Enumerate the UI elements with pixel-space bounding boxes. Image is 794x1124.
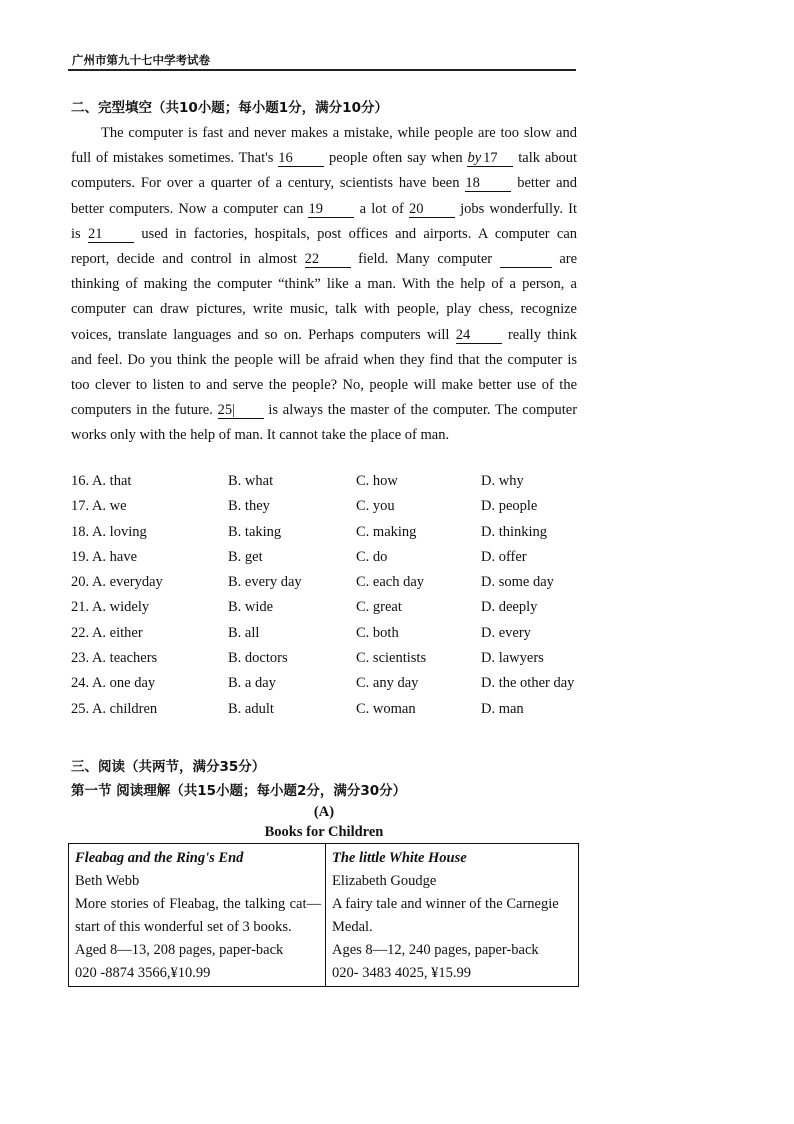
passage-line [71,121,577,146]
passage-text: report, decide and control in almost [71,251,297,268]
section2-title: 二、完型填空（共10小题；每小题1分，满分10分） [71,100,388,116]
blank-17[interactable] [467,150,513,167]
cloze-passage [71,121,577,449]
question-18-options [71,524,591,549]
passage-text: computer can draw pictures, write music, talk with people, play chess, recognize [71,301,577,318]
option-d[interactable]: D. every [481,624,531,641]
passage-line [71,423,577,448]
option-b[interactable]: B. doctors [228,650,288,667]
books-row [69,844,579,987]
book-description: A fairy tale and winner of the Carnegie Medal. [332,896,559,935]
option-b[interactable]: B. adult [228,700,274,717]
handwritten-mark: by [467,150,482,167]
passage-text: used in factories, hospitals, post offices and airports. A computer can [141,225,578,242]
options-list [71,473,591,726]
passage-text: too clever to listen to and serve the people? No, people will make better use of the [71,377,577,394]
option-c[interactable]: C. woman [356,700,416,717]
passage-line [71,323,577,348]
passage-text: voices, translate languages and so on. Perhaps computers will [71,326,450,343]
question-24-options [71,675,591,700]
passage-line [71,348,577,373]
section3-title: 三、阅读（共两节，满分35分） [71,759,266,775]
question-19-options [71,549,591,574]
blank-18[interactable]: 18 [465,175,511,192]
blank-20[interactable]: 20 [409,201,455,218]
blank-16[interactable]: 16 [278,150,324,167]
blank-21[interactable]: 21 [88,226,134,243]
option-c[interactable]: C. both [356,624,399,641]
passage-line [71,297,577,322]
question-22-options [71,625,591,650]
option-d[interactable]: D. why [481,473,524,489]
passage-text: a lot of [359,200,404,217]
question-16-options [71,473,591,498]
option-a[interactable]: 20. A. everyday [71,574,163,591]
option-c[interactable]: C. scientists [356,650,427,667]
option-b[interactable]: B. every day [228,574,302,591]
part1-title: 第一节 阅读理解（共15小题；每小题2分，满分30分） [71,783,407,799]
passage-a-label: (A) [313,804,335,820]
book-author: Beth Webb [75,873,140,889]
passage-text: is always the master of the computer. The computer [268,402,578,419]
option-a[interactable]: 24. A. one day [71,675,156,692]
blank-24[interactable]: 24 [456,327,502,344]
question-17-options [71,498,591,523]
option-c[interactable]: C. any day [356,675,419,692]
option-b[interactable]: B. taking [228,523,282,540]
question-21-options [71,599,591,624]
book-phone-price: 020 -8874 3566,¥10.99 [75,965,211,981]
book-info: Ages 8—12, 240 pages, paper-back [332,942,539,958]
question-20-options [71,574,591,599]
option-b[interactable]: B. they [228,498,270,515]
passage-line [71,222,577,247]
header-rule [68,69,576,71]
passage-text: thinking of making the computer “think” like a man. With the help of a person, a [71,276,577,293]
books-table [68,843,579,987]
blank-25[interactable]: 25| [218,402,264,419]
option-b[interactable]: B. a day [228,675,276,692]
book-title: The little White House [332,850,467,866]
passage-text: people often say when [329,150,463,167]
option-c[interactable]: C. making [356,523,417,540]
book-cell [326,844,579,987]
passage-text: jobs wonderfully. It [460,200,577,217]
option-a[interactable]: 17. A. we [71,498,127,515]
passage-text: field. Many computer [358,251,493,268]
passage-line [71,398,577,423]
option-d[interactable]: D. thinking [481,523,548,540]
book-info: Aged 8—13, 208 pages, paper-back [75,942,284,958]
passage-text: really think [507,326,577,343]
passage-text: are [559,251,578,268]
exam-header: 广州市第九十七中学考试卷 [72,53,210,67]
passage-text: is [71,225,81,242]
passage-line [71,272,577,297]
option-d[interactable]: D. people [481,498,538,515]
option-c[interactable]: C. each day [356,574,425,591]
passage-text: computers. For over a quarter of a century, scientists have been [71,175,460,192]
option-a[interactable]: 23. A. teachers [71,650,158,667]
passage-text: talk about [518,150,578,167]
option-a[interactable]: 22. A. either [71,624,143,641]
passage-text: works only with the help of man. It cannot take the place of man. [71,427,450,444]
passage-text: The computer is fast and never makes a mistake, while people are too slow and [101,125,577,141]
passage-line [71,146,577,171]
option-a[interactable]: 16. A. that [71,473,132,489]
option-d[interactable]: D. deeply [481,599,538,616]
option-c[interactable]: C. great [356,599,402,616]
passage-line [71,171,577,196]
books-table-title: Books for Children [264,824,384,840]
option-d[interactable]: D. the other day [481,675,575,692]
option-a[interactable]: 21. A. widely [71,599,150,616]
option-b[interactable]: B. what [228,473,274,489]
passage-line [71,373,577,398]
option-b[interactable]: B. all [228,624,260,641]
book-description: More stories of Fleabag, the talking cat—start of this wonderful set of 3 books. [75,896,321,935]
option-d[interactable]: D. man [481,700,524,717]
option-c[interactable]: C. you [356,498,395,515]
option-b[interactable]: B. get [228,548,263,565]
passage-text: full of mistakes sometimes. That's [71,150,274,167]
option-d[interactable]: D. offer [481,548,527,565]
blank-22[interactable]: 22 [305,251,351,268]
blank-23[interactable] [500,251,552,268]
passage-text: and feel. Do you think the people will be afraid when they find that the computer is [71,351,577,368]
option-c[interactable]: C. do [356,548,388,565]
blank-number: 17 [483,150,498,167]
option-a[interactable]: 18. A. loving [71,523,147,540]
book-author: Elizabeth Goudge [332,873,437,889]
option-b[interactable]: B. wide [228,599,274,616]
blank-19[interactable]: 19 [308,201,354,218]
question-25-options [71,701,591,726]
question-23-options [71,650,591,675]
passage-line [71,197,577,222]
passage-text: better and [517,175,578,192]
passage-line [71,247,577,272]
option-d[interactable]: D. some day [481,574,554,591]
option-d[interactable]: D. lawyers [481,650,544,667]
book-title: Fleabag and the Ring's End [75,850,244,866]
book-cell [69,844,326,987]
option-a[interactable]: 25. A. children [71,700,158,717]
book-phone-price: 020- 3483 4025, ¥15.99 [332,965,471,981]
option-a[interactable]: 19. A. have [71,548,138,565]
option-c[interactable]: C. how [356,473,398,489]
passage-text: better computers. Now a computer can [71,200,304,217]
passage-text: computers in the future. [71,402,213,419]
